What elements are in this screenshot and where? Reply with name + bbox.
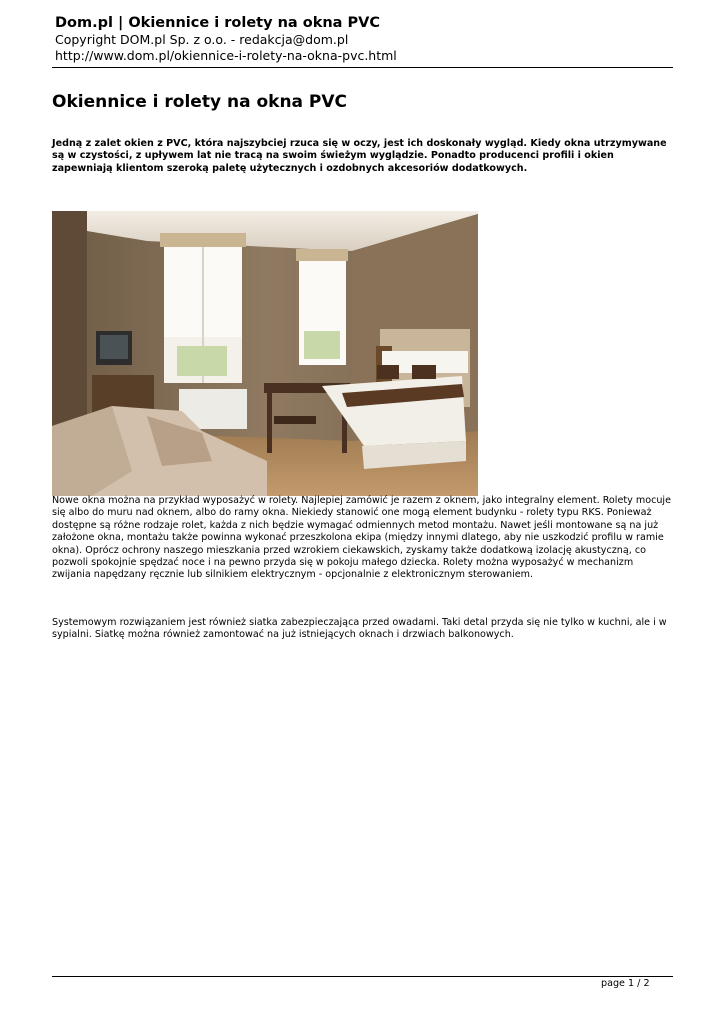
article-paragraph-2: Systemowym rozwiązaniem jest również siatka zabezpieczająca przed owadami. Taki detal przyda się nie tylko w kuchni, ale i w sypialni. Siatkę można również zamontować na już istniejących oknach i drzwiach balkonowych. (52, 617, 667, 641)
header-title: Dom.pl | Okiennice i rolety na okna PVC (55, 15, 380, 31)
page-number: page 1 / 2 (601, 978, 650, 989)
header-divider (52, 67, 673, 68)
header-url: http://www.dom.pl/okiennice-i-rolety-na-okna-pvc.html (55, 48, 397, 63)
article-title: Okiennice i rolety na okna PVC (52, 92, 348, 112)
footer-divider (52, 976, 673, 977)
header-copyright: Copyright DOM.pl Sp. z o.o. - redakcja@dom.pl (55, 32, 349, 47)
bedroom-photo (52, 211, 478, 496)
article-paragraph-1: Nowe okna można na przykład wyposażyć w rolety. Najlepiej zamówić je razem z oknem, jako integralny element. Rolety mocuje się albo do muru nad oknem, albo do ramy okna. Niekiedy stanowić one mogą element budynku - rolety typu RKS. Ponieważ dostępne są różne rodzaje rolet, każda z nich będzie wymagać odmiennych metod montażu. Nawet jeśli montowane są na już założone okna, montażu także powinna wykonać przeszkolona ekipa (między innymi dlatego, aby nie uszkodzić profilu w ramie okna). Oprócz ochrony naszego mieszkania przed wzrokiem ciekawskich, zyskamy także dodatkową izolację akustyczną, co pozwoli spokojnie spędzać noce i na pewno przyda się w pokoju małego dziecka. Rolety można wyposażyć w mechanizm zwijania napędzany ręcznie lub silnikiem elektrycznym - opcjonalnie z elektronicznym sterowaniem. (52, 495, 672, 581)
document-header (52, 14, 672, 64)
article-lead: Jedną z zalet okien z PVC, która najszybciej rzuca się w oczy, jest ich doskonały wygląd. Kiedy okna utrzymywane są w czystości, z upływem lat nie tracą na swoim świeżym wyglądzie. Ponadto producenci profili i okien zapewniają klientom szeroką paletę użytecznych i ozdobnych akcesoriów dodatkowych. (52, 138, 667, 174)
